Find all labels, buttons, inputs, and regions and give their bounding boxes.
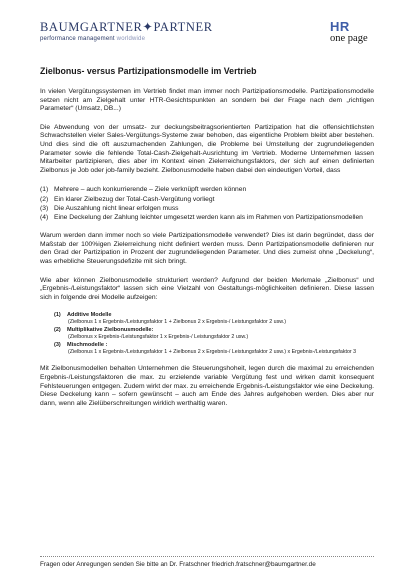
model-item (54, 342, 374, 356)
model-title: Multiplikative Zielbonusmodelle: (67, 327, 154, 334)
list-item (40, 185, 374, 194)
list-item-number: (1) (40, 186, 49, 194)
model-formula: (Zielbonus 1 x Ergebnis-/Leistungsfaktor 1 + Zielbonus 2 x Ergebnis-/ Leistungsfaktor 2 usw.) x Ergebnis-/Leistungsfaktor 3 (68, 349, 357, 356)
paragraph-intro: In vielen Vergütungssystemen im Vertrieb findet man immer noch Partizipationsmodelle. Partizipationsmodelle setzen nicht am Zielgehalt unter HTR-Gesichtspunkten an sondern bei der Frage nach dem „richtigen Parameter“ (Umsatz, DB...) (40, 88, 374, 113)
tagline-main: performance management (40, 36, 115, 42)
list-item-text: Ein klarer Zielbezug der Total-Cash-Vergütung vorliegt (54, 195, 215, 203)
list-item-number: (2) (40, 195, 49, 203)
models-list (54, 312, 374, 356)
footer-contact: Fragen oder Anregungen senden Sie bitte an Dr. Fratschner friedrich.fratschner@baumgartner.de (40, 561, 316, 568)
hr-logo-top: HR (330, 19, 350, 34)
tagline-sub: worldwide (116, 36, 146, 42)
company-name: BAUMGARTNER✦PARTNER (40, 20, 213, 34)
model-item (54, 327, 374, 341)
model-title: Mischmodelle : (67, 342, 108, 349)
model-item (54, 312, 374, 326)
paragraph-structure: Wie aber können Zielbonusmodelle strukturiert werden? Aufgrund der beiden Merkmale „Zielbonus“ und „Ergebnis-/Leistungsfaktor“ lassen sich eine Vielzahl von Gestaltungs-möglichkeiten definieren. Diese lassen sich in folgende drei Modelle aufzeigen: (40, 276, 374, 301)
advantages-list (40, 185, 374, 222)
list-item-text: Eine Deckelung der Zahlung leichter umgesetzt werden kann als im Rahmen von Partizipationsmodellen (54, 213, 363, 221)
model-title: Additive Modelle (67, 312, 112, 319)
company-tagline (40, 35, 213, 43)
document-body (40, 66, 374, 418)
model-formula: (Zielbonus 1 x Ergebnis-/Leistungsfaktor 1 + Zielbonus 2 x Ergebnis-/ Leistungsfaktor 2 usw.) (68, 319, 287, 326)
footer-divider (40, 556, 374, 557)
document-title: Zielbonus- versus Partizipationsmodelle im Vertrieb (40, 66, 257, 76)
hr-one-page-logo (330, 20, 380, 44)
model-formula: (Zielbonus x Ergebnis-/Leistungsfaktor 1 x Ergebnis-/ Leistungsfaktor 2 usw.) (68, 334, 249, 341)
page-header (40, 20, 380, 60)
list-item-text: Die Auszahlung nicht linear erfolgen muss (54, 204, 179, 212)
list-item-text: Mehrere – auch konkurrierende – Ziele verknüpft werden können (54, 186, 247, 194)
paragraph-participation: Die Abwendung von der umsatz- zur deckungsbeitragsorientierten Partizipation hat die offensichtlichsten Schwachstellen vieler Sales-Vergütungs-Systeme zwar behoben, das eigentliche Problem bleibt aber bestehen. Und dies sind die oft auszumachenden Zahlungen, die Probleme bei Umstellung der zugrundeliegenden Parameter sowie die fehlende Total-Cash-Zielgehalt-Ausrichtung im Vertrieb. Moderne Unternehmen lassen Mitarbeiter partizipieren, dies aber im Kontext einen Zielerreichungsfaktors, der sich auf einen definierten Zielbonus je Job oder job-family bezieht. Zielbonusmodelle haben dabei den eindeutigen Vorteil, dass (40, 123, 374, 174)
model-number: (2) (54, 327, 61, 334)
list-item (40, 213, 374, 222)
list-item-number: (3) (40, 204, 49, 212)
paragraph-why: Warum werden dann immer noch so viele Partizipationsmodelle verwendet? Dies ist darin begründet, dass der Maßstab der 100%igen Zielerreichung nicht definiert werden muss. Denn Partizipationsmodelle definieren nur den Grad der Partizipation in Prozent der zugrundeliegenden Parameter. Und dies zumeist ohne „Deckelung“, was erhebliche Steuerungsdefizite mit sich bringt. (40, 232, 374, 265)
list-item (40, 195, 374, 204)
page-footer (40, 556, 374, 569)
paragraph-conclusion: Mit Zielbonusmodellen behalten Unternehmen die Steuerungshoheit, legen durch die maximal zu erreichenden Ergebnis-/Leistungsfaktoren die max. zu erzielende variable Vergütung fest und wirken damit konsequent Fehlsteuerungen entgegen. Zudem wirkt der max. zu erreichende Ergebnis-/Leistungsfaktor wie eine Deckelung. Diese Deckelung kann – sofern gewünscht – auch am Ende des Jahres aufgehoben werden. Dies aber nur dann, wenn alle Zielüberschreitungen wirklich werthaltig waren. (40, 365, 374, 407)
company-logo (40, 20, 213, 43)
model-number: (1) (54, 312, 61, 319)
list-item (40, 204, 374, 213)
hr-logo-bottom: one page (330, 33, 368, 44)
model-number: (3) (54, 342, 61, 349)
list-item-number: (4) (40, 213, 49, 221)
